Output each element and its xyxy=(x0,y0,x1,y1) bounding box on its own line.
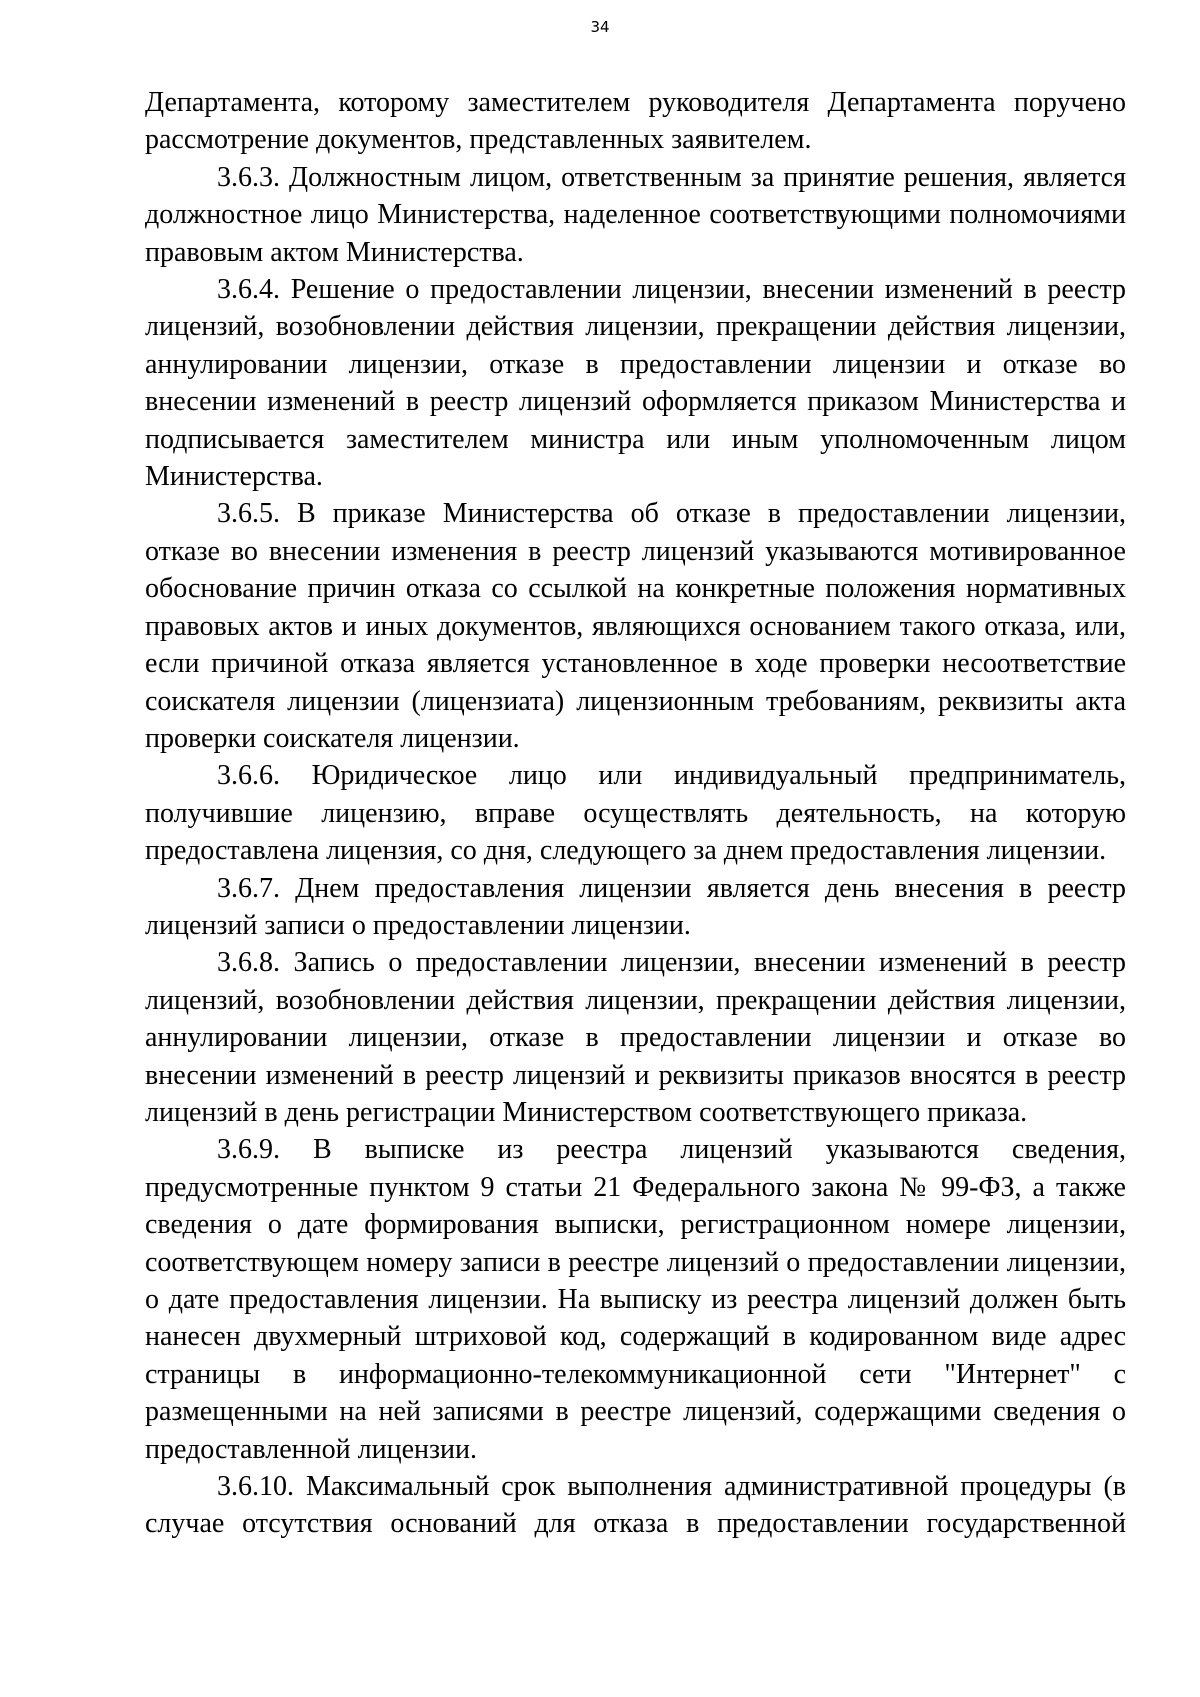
paragraph-3-6-7: 3.6.7. Днем предоставления лицензии является день внесения в реестр лицензий записи о предоставлении лицензии. xyxy=(145,872,1126,941)
page-number: 34 xyxy=(590,18,610,36)
paragraph-3-6-9: 3.6.9. В выписке из реестра лицензий указываются сведения, предусмотренные пунктом 9 статьи 21 Федерального закона № 99-ФЗ, а также сведения о дате формирования выписки, регистрационном номере лицензии, соответствующем номеру записи в реестре лицензий о предоставлении лицензии, о дате предоставления лицензии. На выписку из реестра лицензий должен быть нанесен двухмерный штриховой код, содержащий в кодированном виде адрес страницы в информационно-телекоммуникационной сети "Интернет" с размещенными на ней записями в реестре лицензий, содержащими сведения о предоставленной лицензии. xyxy=(145,1134,1126,1465)
paragraph-3-6-10: 3.6.10. Максимальный срок выполнения административной процедуры (в случае отсутствия оснований для отказа в предоставлении государственной xyxy=(145,1471,1126,1540)
document-body xyxy=(145,84,1126,1543)
paragraph-3-6-5: 3.6.5. В приказе Министерства об отказе в предоставлении лицензии, отказе во внесении изменения в реестр лицензий указываются мотивированное обоснование причин отказа со ссылкой на конкретные положения нормативных правовых актов и иных документов, являющихся основанием такого отказа, или, если причиной отказа является установленное в ходе проверки несоответствие соискателя лицензии (лицензиата) лицензионным требованиям, реквизиты акта проверки соискателя лицензии. xyxy=(145,498,1126,754)
paragraph-3-6-8: 3.6.8. Запись о предоставлении лицензии, внесении изменений в реестр лицензий, возобновлении действия лицензии, прекращении действия лицензии, аннулировании лицензии, отказе в предоставлении лицензии и отказе во внесении изменений в реестр лицензий и реквизиты приказов вносятся в реестр лицензий в день регистрации Министерством соответствующего приказа. xyxy=(145,947,1126,1128)
paragraph-3-6-6: 3.6.6. Юридическое лицо или индивидуальный предприниматель, получившие лицензию, вправе осуществлять деятельность, на которую предоставлена лицензия, со дня, следующего за днем предоставления лицензии. xyxy=(145,760,1126,867)
paragraph-3-6-4: 3.6.4. Решение о предоставлении лицензии, внесении изменений в реестр лицензий, возобновлении действия лицензии, прекращении действия лицензии, аннулировании лицензии, отказе в предоставлении лицензии и отказе во внесении изменений в реестр лицензий оформляется приказом Министерства и подписывается заместителем министра или иным уполномоченным лицом Министерства. xyxy=(145,274,1126,493)
paragraph-continuation: Департамента, которому заместителем руководителя Департамента поручено рассмотрение документов, представленных заявителем. xyxy=(145,87,1126,156)
paragraph-3-6-3: 3.6.3. Должностным лицом, ответственным за принятие решения, является должностное лицо Министерства, наделенное соответствующими полномочиями правовым актом Министерства. xyxy=(145,161,1126,268)
